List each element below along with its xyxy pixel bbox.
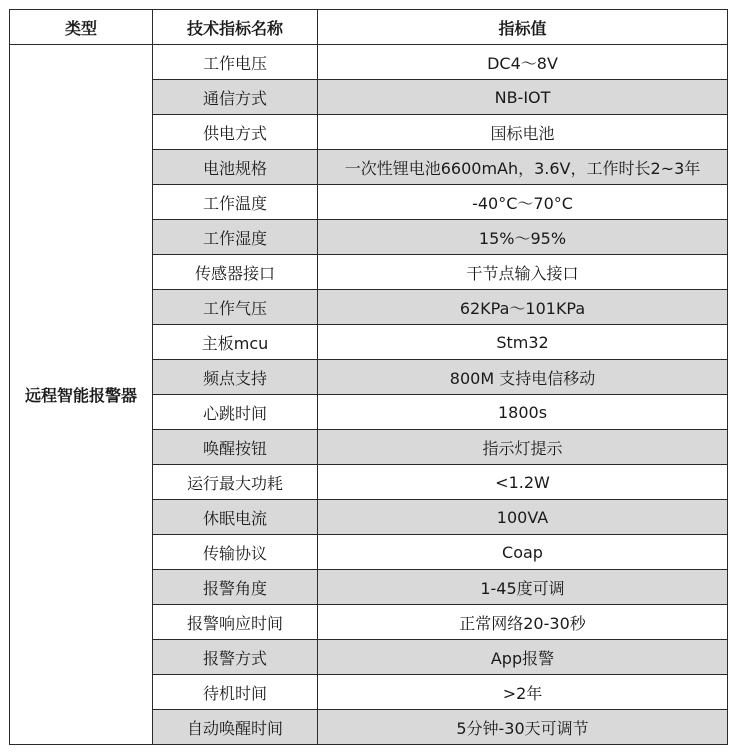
- spec-value-cell: 一次性锂电池6600mAh，3.6V，工作时长2~3年: [318, 150, 728, 185]
- header-spec-value: 指标值: [318, 10, 728, 45]
- spec-name-cell: 自动唤醒时间: [153, 710, 318, 745]
- spec-value-cell: NB-IOT: [318, 80, 728, 115]
- spec-value-cell: 国标电池: [318, 115, 728, 150]
- spec-value-cell: App报警: [318, 640, 728, 675]
- spec-value-cell: 15%～95%: [318, 220, 728, 255]
- spec-value-cell: Stm32: [318, 325, 728, 360]
- spec-name-cell: 运行最大功耗: [153, 465, 318, 500]
- spec-value-cell: 干节点输入接口: [318, 255, 728, 290]
- spec-value-cell: 1-45度可调: [318, 570, 728, 605]
- spec-name-cell: 报警响应时间: [153, 605, 318, 640]
- spec-table: [9, 9, 728, 745]
- header-type: 类型: [10, 10, 153, 45]
- spec-value-cell: 800M 支持电信移动: [318, 360, 728, 395]
- spec-name-cell: 报警角度: [153, 570, 318, 605]
- spec-value-cell: DC4～8V: [318, 45, 728, 80]
- spec-value-cell: -40°C～70°C: [318, 185, 728, 220]
- header-spec-name: 技术指标名称: [153, 10, 318, 45]
- spec-value-cell: 5分钟-30天可调节: [318, 710, 728, 745]
- spec-name-cell: 频点支持: [153, 360, 318, 395]
- spec-value-cell: 1800s: [318, 395, 728, 430]
- spec-name-cell: 工作湿度: [153, 220, 318, 255]
- spec-name-cell: 通信方式: [153, 80, 318, 115]
- spec-name-cell: 工作电压: [153, 45, 318, 80]
- spec-name-cell: 唤醒按钮: [153, 430, 318, 465]
- header-row: [10, 10, 728, 45]
- spec-name-cell: 主板mcu: [153, 325, 318, 360]
- spec-name-cell: 待机时间: [153, 675, 318, 710]
- spec-value-cell: 正常网络20-30秒: [318, 605, 728, 640]
- spec-value-cell: >2年: [318, 675, 728, 710]
- spec-name-cell: 工作气压: [153, 290, 318, 325]
- table-row: [10, 45, 728, 80]
- spec-name-cell: 报警方式: [153, 640, 318, 675]
- spec-name-cell: 供电方式: [153, 115, 318, 150]
- spec-name-cell: 传输协议: [153, 535, 318, 570]
- spec-value-cell: 指示灯提示: [318, 430, 728, 465]
- spec-body: [10, 45, 728, 745]
- spec-value-cell: Coap: [318, 535, 728, 570]
- spec-name-cell: 传感器接口: [153, 255, 318, 290]
- category-cell: 远程智能报警器: [10, 45, 153, 745]
- spec-name-cell: 休眠电流: [153, 500, 318, 535]
- spec-value-cell: 100VA: [318, 500, 728, 535]
- spec-name-cell: 心跳时间: [153, 395, 318, 430]
- spec-value-cell: 62KPa～101KPa: [318, 290, 728, 325]
- spec-value-cell: <1.2W: [318, 465, 728, 500]
- spec-name-cell: 工作温度: [153, 185, 318, 220]
- spec-name-cell: 电池规格: [153, 150, 318, 185]
